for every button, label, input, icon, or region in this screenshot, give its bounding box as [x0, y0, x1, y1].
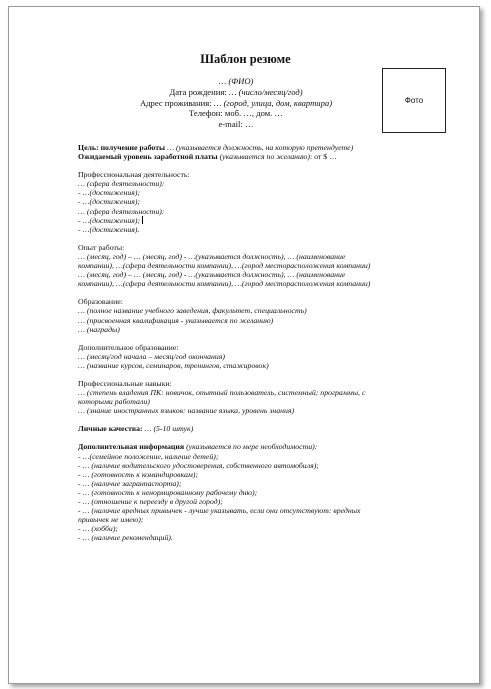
document-title: Шаблон резюме — [200, 52, 291, 66]
resume-body — [78, 143, 448, 542]
list-item: - … (готовность к командировкам); — [78, 469, 199, 479]
personal-value: … (5-10 штук) — [142, 424, 194, 434]
photo-label: Фото — [404, 96, 424, 105]
professional-heading: Профессиональная деятельность: — [78, 170, 190, 180]
dob-label: Дата рождения: — [169, 86, 227, 97]
fio-line: … (ФИО) — [218, 76, 254, 86]
salary-note: (указывается по желанию) — [217, 152, 310, 162]
address-line — [96, 98, 376, 109]
address-label: Адрес проживания: — [139, 97, 212, 108]
section-additional-education — [78, 343, 448, 370]
extra-heading-line — [78, 442, 448, 451]
section-experience — [78, 243, 448, 288]
list-item: … (знание иностранных языков: название языка, уровень знания) — [78, 406, 295, 416]
extra-note: (указывается по мере необходимости): — [184, 442, 318, 452]
section-professional — [78, 170, 448, 234]
list-item: - … (хобби); — [78, 524, 119, 534]
list-item: … (степень владения ПК: новичок, опытный пользователь, системный; программы, с — [78, 388, 366, 398]
list-item: которыми работали) — [78, 397, 150, 407]
salary-label: Ожидаемый уровень заработной платы — [78, 152, 218, 162]
list-item: - … (наличие вредных привычек - лучше указывать, если они отсутствуют: вредных — [78, 506, 361, 516]
skills-heading: Профессиональные навыки: — [78, 378, 172, 388]
goal-label: Цель: получение работы — [78, 143, 166, 152]
list-item: - …(семейное положение, наличие детей); — [78, 451, 219, 461]
list-item: … (месяц, год) – … (месяц, год) - …(указывается должность), … (наименование — [78, 251, 346, 261]
list-item: - …(достижения); — [78, 197, 141, 207]
list-item: … (название курсов, семинаров, тренингов, стажировок) — [78, 360, 269, 370]
section-education — [78, 297, 448, 333]
list-item: компании), …(сфера деятельности компании), …(город месторасположения компании) — [78, 261, 371, 271]
email-line: e-mail: … — [218, 119, 254, 130]
extra-heading: Дополнительная информация — [78, 442, 185, 452]
list-item: - … (готовность к ненормированному рабочему дню); — [78, 487, 258, 497]
list-item: - … (отношение к переезду в другой город); — [78, 497, 223, 506]
personal-label: Личные качества: — [78, 424, 143, 434]
text-cursor — [142, 216, 143, 224]
goal-line — [78, 143, 448, 152]
list-item: … (награды) — [78, 324, 120, 334]
list-item: - …(достижения); — [78, 188, 141, 198]
list-item: … (полное название учебного заведения, факультет, специальность) — [78, 306, 307, 316]
address-value: … (город, улица, дом, квартира) — [211, 97, 333, 108]
list-item: компании), …(сфера деятельности компании), …(город месторасположения компании) — [78, 279, 371, 289]
photo-placeholder — [382, 68, 446, 133]
list-item: - …(достижения). — [78, 224, 140, 234]
experience-heading: Опыт работы: — [78, 242, 125, 252]
list-item-text: - …(достижения); — [78, 215, 141, 225]
list-item: … (сфера деятельности): — [78, 179, 165, 189]
personal-info-block — [96, 76, 376, 130]
list-item — [78, 216, 448, 225]
list-item: … (сфера деятельности): — [78, 206, 165, 216]
personal-qualities-line — [78, 424, 448, 433]
list-item: - … (наличие загранпаспорта); — [78, 478, 182, 488]
list-item: … (месяц, год) – … (месяц, год) - …(указывается должность), … (наименование — [78, 270, 346, 280]
dob-value: … (число/месяц/год) — [226, 86, 303, 97]
education-heading: Образование: — [78, 297, 123, 307]
salary-value: : от $ … — [309, 152, 337, 162]
section-skills — [78, 379, 448, 415]
list-item: - … (наличие водительского удостоверения, собственного автомобиля); — [78, 460, 319, 470]
dob-line — [96, 87, 376, 98]
list-item: привычек не имею); — [78, 515, 144, 525]
list-item: … (присвоенная квалификация - указывается по желанию) — [78, 315, 274, 325]
section-extra — [78, 442, 448, 542]
phone-line: Телефон: моб. …, дом. … — [188, 108, 284, 119]
salary-line — [78, 152, 448, 161]
goal-value: … (указывается должность, на которую претендуете) — [165, 143, 354, 152]
list-item: … (месяц/год начала – месяц/год окончания) — [78, 351, 225, 361]
additional-education-heading: Дополнительное образование: — [78, 342, 179, 352]
list-item: - … (наличие рекомендаций). — [78, 533, 173, 543]
